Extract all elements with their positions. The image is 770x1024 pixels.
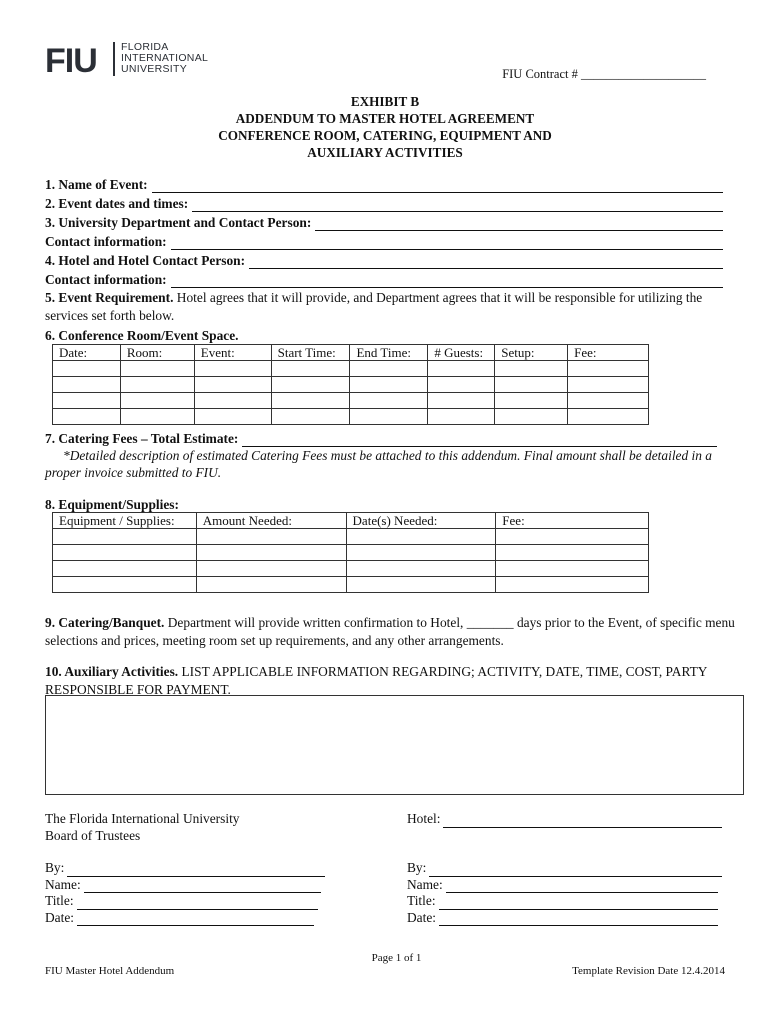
table-cell[interactable] — [53, 545, 197, 561]
field-line[interactable] — [242, 433, 717, 447]
table-cell[interactable] — [271, 377, 350, 393]
footer-left: FIU Master Hotel Addendum — [45, 965, 175, 977]
column-header: Amount Needed: — [196, 513, 346, 529]
column-header: Setup: — [495, 345, 568, 361]
field-line[interactable] — [152, 179, 723, 193]
field-label: Date: — [45, 909, 74, 925]
table-header-row — [53, 345, 649, 361]
table-row[interactable] — [53, 529, 649, 545]
table-cell[interactable] — [568, 409, 649, 425]
table-cell[interactable] — [428, 409, 495, 425]
field-label: Name: — [45, 876, 81, 892]
signature-line[interactable] — [84, 880, 321, 893]
section-text: LIST APPLICABLE INFORMATION REGARDING; ACTIVITY, DATE, TIME, COST, PARTY RESPONSIBLE FOR PAYMENT. — [45, 664, 707, 697]
field-line[interactable] — [192, 198, 723, 212]
logo-line: UNIVERSITY — [121, 63, 188, 75]
table-cell[interactable] — [120, 361, 194, 377]
field-event-dates[interactable] — [45, 195, 723, 212]
field-label: 4. Hotel and Hotel Contact Person: — [45, 253, 246, 268]
field-department-contact-info[interactable] — [45, 233, 723, 250]
table-cell[interactable] — [568, 393, 649, 409]
table-cell[interactable] — [194, 377, 271, 393]
field-label: Name: — [407, 876, 443, 892]
table-cell[interactable] — [120, 409, 194, 425]
table-cell[interactable] — [271, 409, 350, 425]
field-label: 3. University Department and Contact Person: — [45, 215, 312, 230]
column-header: Room: — [120, 345, 194, 361]
table-row[interactable] — [53, 393, 649, 409]
table-cell[interactable] — [271, 361, 350, 377]
table-cell[interactable] — [350, 377, 428, 393]
title-line-1: EXHIBIT B — [350, 94, 420, 109]
document-title — [0, 93, 770, 161]
section-heading: 10. Auxiliary Activities. — [45, 664, 179, 679]
table-cell[interactable] — [346, 529, 496, 545]
page-number: Page 1 of 1 — [371, 952, 422, 964]
signature-line[interactable] — [439, 897, 718, 910]
university-by-field[interactable] — [45, 860, 325, 877]
signature-line[interactable] — [446, 880, 718, 893]
hotel-name-sign-field[interactable] — [407, 877, 718, 894]
column-header: Date(s) Needed: — [346, 513, 496, 529]
table-cell[interactable] — [53, 409, 121, 425]
table-cell[interactable] — [194, 393, 271, 409]
column-header: Start Time: — [271, 345, 350, 361]
catering-fees-note: *Detailed description of estimated Catering Fees must be attached to this addendum. Final amount shall be detailed in a proper invoice submitted to FIU. — [45, 448, 712, 480]
university-title-field[interactable] — [45, 893, 318, 910]
title-line-4: AUXILIARY ACTIVITIES — [307, 145, 463, 160]
table-cell[interactable] — [346, 545, 496, 561]
column-header: Fee: — [568, 345, 649, 361]
university-name-field[interactable] — [45, 877, 321, 894]
title-line-2: ADDENDUM TO MASTER HOTEL AGREEMENT — [235, 111, 535, 126]
equipment-table — [52, 512, 649, 593]
section-heading: 5. Event Requirement. — [45, 290, 174, 305]
section-heading-conference-room: 6. Conference Room/Event Space. — [45, 328, 239, 343]
field-hotel-contact-info[interactable] — [45, 271, 723, 288]
table-row[interactable] — [53, 577, 649, 593]
signature-line[interactable] — [77, 913, 314, 926]
table-cell[interactable] — [350, 409, 428, 425]
table-cell[interactable] — [495, 393, 568, 409]
table-cell[interactable] — [496, 545, 649, 561]
table-cell[interactable] — [53, 529, 197, 545]
field-label: Date: — [407, 909, 436, 925]
table-cell[interactable] — [428, 393, 495, 409]
section-heading: 9. Catering/Banquet. — [45, 615, 165, 630]
field-label: 7. Catering Fees – Total Estimate: — [45, 431, 239, 446]
signature-line[interactable] — [77, 897, 318, 910]
table-cell[interactable] — [194, 409, 271, 425]
hotel-signature-block — [407, 811, 727, 926]
table-cell[interactable] — [196, 529, 346, 545]
table-cell[interactable] — [428, 361, 495, 377]
contract-number: FIU Contract # ____________________ — [502, 67, 706, 81]
table-cell[interactable] — [53, 361, 121, 377]
table-cell[interactable] — [53, 393, 121, 409]
table-cell[interactable] — [568, 361, 649, 377]
table-cell[interactable] — [495, 377, 568, 393]
field-line[interactable] — [315, 217, 723, 231]
table-cell[interactable] — [196, 561, 346, 577]
section-text: Hotel agrees that it will provide, and Department agrees that it will be responsible for utilizing the services set forth below. — [45, 290, 703, 323]
table-cell[interactable] — [346, 561, 496, 577]
signature-line[interactable] — [439, 913, 718, 926]
field-label: By: — [45, 860, 65, 875]
table-cell[interactable] — [120, 377, 194, 393]
section-heading-equipment: 8. Equipment/Supplies: — [45, 497, 179, 512]
table-cell[interactable] — [495, 361, 568, 377]
field-label: By: — [407, 860, 427, 875]
field-line[interactable] — [249, 255, 723, 269]
field-line[interactable] — [171, 274, 723, 288]
signature-line[interactable] — [67, 864, 325, 877]
university-name: The Florida International University — [45, 811, 240, 826]
field-catering-fees[interactable] — [45, 430, 717, 447]
hotel-by-field[interactable] — [407, 860, 722, 877]
field-label: Contact information: — [45, 272, 167, 287]
field-line[interactable] — [171, 236, 723, 250]
table-cell[interactable] — [53, 577, 197, 593]
table-cell[interactable] — [346, 577, 496, 593]
table-row[interactable] — [53, 377, 649, 393]
field-hotel-contact[interactable] — [45, 252, 723, 269]
section-text: Department will provide written confirmation to Hotel, _______ days prior to the Event, of specific menu selections and prices, meeting room set up requirements, and any other arrangements. — [45, 615, 735, 648]
field-label: Title: — [45, 893, 74, 908]
signature-line[interactable] — [429, 864, 722, 877]
table-cell[interactable] — [196, 545, 346, 561]
table-header-row — [53, 513, 649, 529]
field-label: Contact information: — [45, 234, 167, 249]
field-department-contact[interactable] — [45, 214, 723, 231]
auxiliary-activities-textbox[interactable] — [45, 695, 744, 795]
logo-divider — [113, 42, 115, 76]
logo-mark: FIU — [45, 42, 97, 80]
section-event-requirement — [45, 289, 745, 325]
university-signature-block — [45, 811, 335, 926]
fiu-logo — [45, 42, 215, 78]
title-line-3: CONFERENCE ROOM, CATERING, EQUIPMENT AND — [218, 128, 552, 143]
hotel-name-field[interactable] — [407, 811, 722, 828]
hotel-date-field[interactable] — [407, 910, 718, 927]
table-cell[interactable] — [496, 577, 649, 593]
logo-line: FLORIDA — [121, 41, 169, 53]
field-label: Hotel: — [407, 811, 441, 826]
column-header: Equipment / Supplies: — [53, 513, 197, 529]
table-cell[interactable] — [428, 377, 495, 393]
table-cell[interactable] — [53, 561, 197, 577]
table-row[interactable] — [53, 361, 649, 377]
field-label: 2. Event dates and times: — [45, 196, 189, 211]
column-header: # Guests: — [428, 345, 495, 361]
table-row[interactable] — [53, 561, 649, 577]
column-header: Date: — [53, 345, 121, 361]
field-event-name[interactable] — [45, 176, 723, 193]
section-auxiliary-activities — [45, 663, 715, 699]
logo-wordmark — [121, 42, 208, 75]
field-label: 1. Name of Event: — [45, 177, 148, 192]
column-header: Fee: — [496, 513, 649, 529]
conference-room-table — [52, 344, 649, 425]
hotel-title-field[interactable] — [407, 893, 718, 910]
table-cell[interactable] — [350, 361, 428, 377]
column-header: Event: — [194, 345, 271, 361]
section-catering-banquet — [45, 614, 745, 650]
university-board: Board of Trustees — [45, 827, 141, 843]
table-cell[interactable] — [196, 577, 346, 593]
table-row[interactable] — [53, 545, 649, 561]
table-cell[interactable] — [350, 393, 428, 409]
table-cell[interactable] — [496, 561, 649, 577]
field-label: Title: — [407, 893, 436, 908]
table-cell[interactable] — [496, 529, 649, 545]
signature-line[interactable] — [443, 815, 722, 828]
table-cell[interactable] — [120, 393, 194, 409]
table-cell[interactable] — [495, 409, 568, 425]
column-header: End Time: — [350, 345, 428, 361]
footer-right: Template Revision Date 12.4.2014 — [572, 965, 725, 977]
logo-line: INTERNATIONAL — [121, 52, 209, 64]
university-date-field[interactable] — [45, 910, 314, 927]
table-cell[interactable] — [53, 377, 121, 393]
table-cell[interactable] — [194, 361, 271, 377]
table-cell[interactable] — [568, 377, 649, 393]
table-row[interactable] — [53, 409, 649, 425]
table-cell[interactable] — [271, 393, 350, 409]
